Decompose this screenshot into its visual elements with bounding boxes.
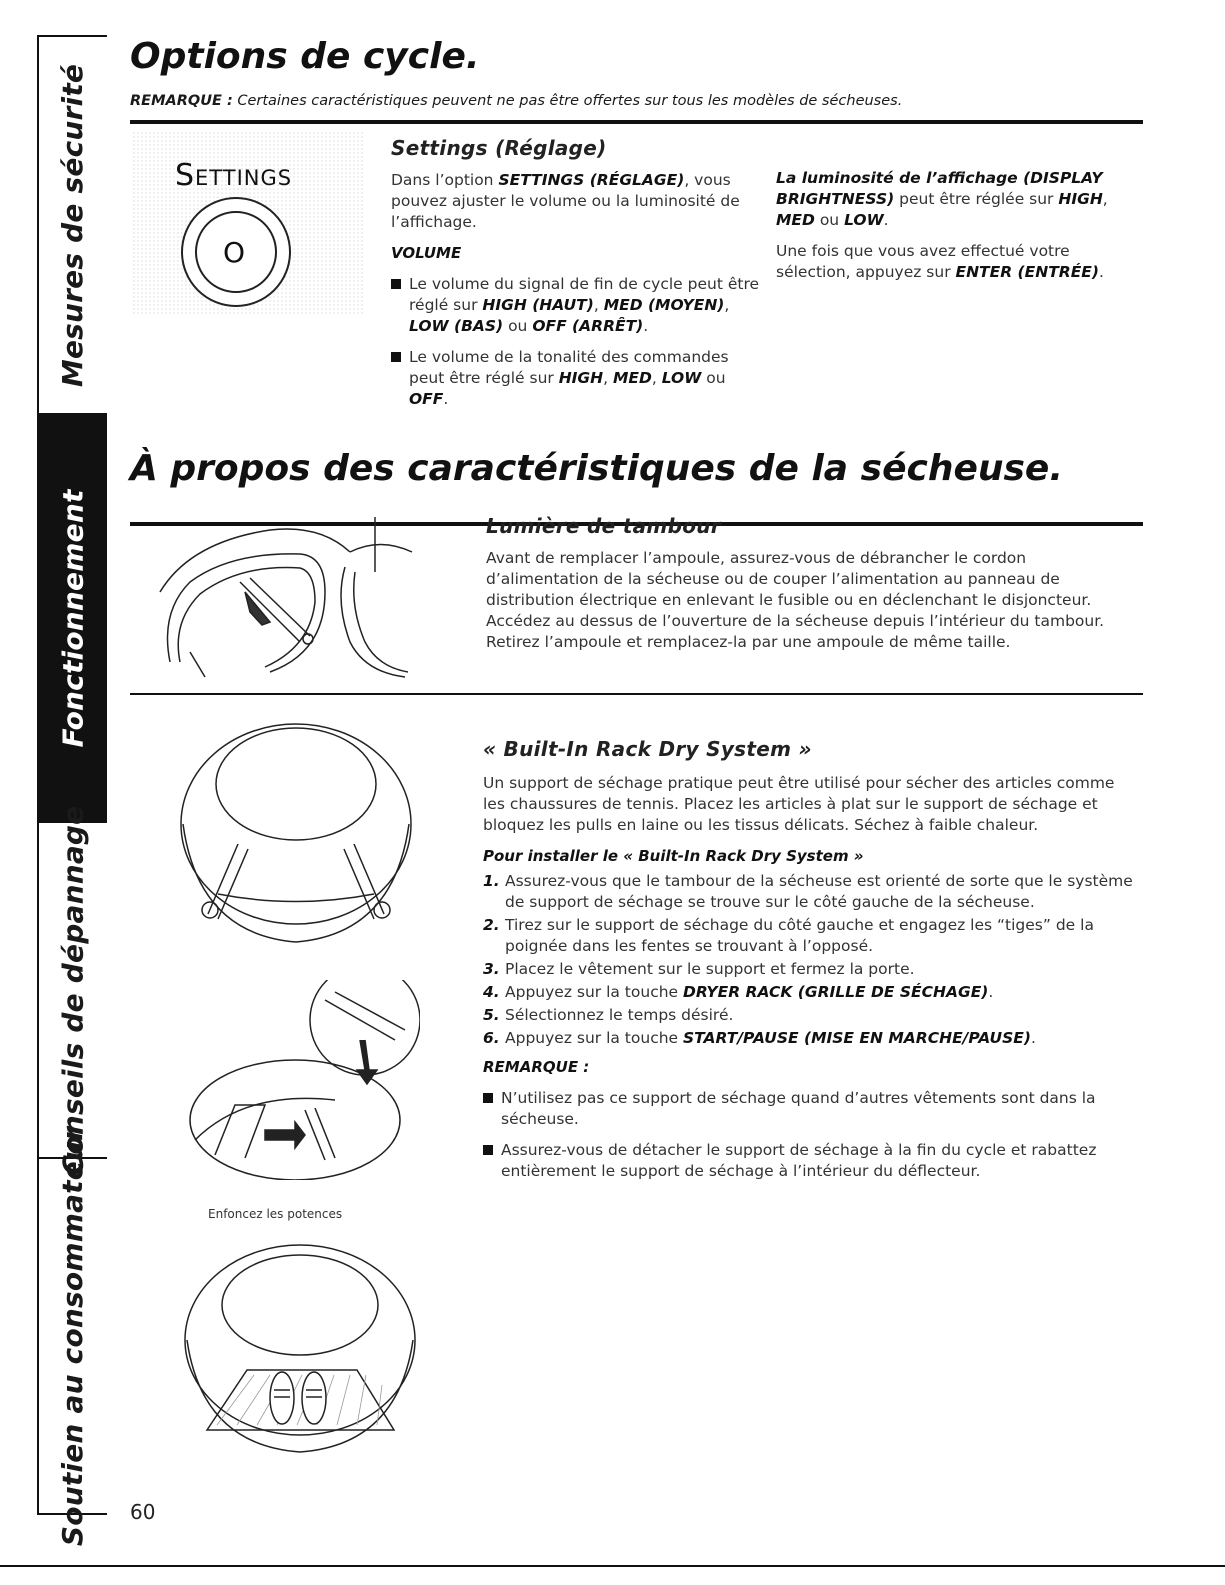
rack-illustration-1 [178,714,414,950]
settings-column-right [776,168,1136,293]
remarque-note [130,93,902,109]
section-title-options: Options de cycle. [130,36,480,77]
volume-bullet-2: Le volume de la tonalité des commandes peut être réglé sur HIGH, MED, LOW ou OFF. [391,347,761,410]
settings-panel-illustration [133,132,365,314]
tab-label: Soutien au consommateur [56,1126,90,1546]
note-text: Certaines caractéristiques peuvent ne pas être offertes sur tous les modèles de sécheuses. [232,93,903,109]
rack-heading: « Built-In Rack Dry System » [483,737,812,761]
step-item: 1. Assurez-vous que le tambour de la sécheuse est orienté de sorte que le système de support de séchage se trouve sur le côté gauche de la sécheuse. [483,872,1133,911]
tab-fonctionnement[interactable] [39,413,107,823]
step-item: 5. Sélectionnez le temps désiré. [483,1006,734,1024]
tab-conseils-de-depannage[interactable] [39,805,107,1175]
volume-bullet-1: Le volume du signal de fin de cycle peut être réglé sur HIGH (HAUT), MED (MOYEN), LOW (BAS) ou OFF (ARRÊT). [391,274,761,337]
section-title-apropos: À propos des caractéristiques de la sécheuse. [130,448,1064,489]
tab-label: Mesures de sécurité [56,63,90,387]
rack-illustration-2 [185,980,420,1180]
settings-column-left [391,170,761,420]
sidebar-nav [37,35,107,1546]
rack-illustration-3 [182,1240,418,1455]
enter-text: Une fois que vous avez effectué votre sélection, appuyez sur ENTER (ENTRÉE). [776,242,1104,281]
drum-light-illustration [150,512,420,680]
rack-illustration-caption: Enfoncez les potences [208,1207,343,1221]
brightness-text: La luminosité de l’affichage (DISPLAY BRIGHTNESS) peut être réglée sur HIGH, MED ou LOW. [776,169,1108,229]
step-item: 4. Appuyez sur la touche DRYER RACK (GRILLE DE SÉCHAGE). [483,983,994,1001]
step-item: 6. Appuyez sur la touche START/PAUSE (MISE EN MARCHE/PAUSE). [483,1029,1036,1047]
tab-soutien-au-consommateur[interactable] [39,1126,107,1546]
rack-text [483,773,1133,1192]
tab-mesures-de-securite[interactable] [39,37,107,413]
rack-note-bullet-1: N’utilisez pas ce support de séchage quand d’autres vêtements sont dans la sécheuse. [483,1088,1133,1130]
rack-intro: Un support de séchage pratique peut être utilisé pour sécher des articles comme les chaussures de tennis. Placez les articles à plat sur le support de séchage et bloquez les pulls en laine ou les tissus délicats. Séchez à faible chaleur. [483,774,1115,834]
rack-note-heading: REMARQUE : [483,1058,590,1076]
tab-label: Fonctionnement [56,488,90,748]
settings-button-glyph: O [223,236,246,269]
divider [130,693,1143,695]
drum-light-heading: Lumière de tambour [486,514,721,538]
step-item: 3. Placez le vêtement sur le support et fermez la porte. [483,960,915,978]
tab-label: Conseils de dépannage [56,805,90,1175]
volume-heading: VOLUME [391,244,462,262]
rack-note-bullet-2: Assurez-vous de détacher le support de séchage à la fin du cycle et rabattez entièrement le support de séchage à l’intérieur du déflecteur. [483,1140,1133,1182]
settings-label: Settings [175,158,293,193]
rack-install-heading: Pour installer le « Built-In Rack Dry System » [483,847,864,865]
note-label: REMARQUE : [130,93,233,109]
rack-install-steps [483,871,1133,1049]
drum-light-text: Avant de remplacer l’ampoule, assurez-vous de débrancher le cordon d’alimentation de la sécheuse ou de couper l’alimentation au panneau de distribution électrique en enlevant le fusible ou en déclenchant le disjoncteur. Accédez au dessus de l’ouverture de la sécheuse depuis l’intérieur du tambour. Retirez l’ampoule et remplacez-la par une ampoule de même taille. [486,549,1105,651]
divider [130,120,1143,124]
step-item: 2. Tirez sur le support de séchage du côté gauche et engagez les “tiges” de la poignée dans les fentes se trouvant à l’opposé. [483,916,1094,955]
page-number: 60 [130,1500,156,1524]
settings-intro: Dans l’option SETTINGS (RÉGLAGE), vous pouvez ajuster le volume ou la luminosité de l’affichage. [391,171,740,231]
page-bottom-rule [0,1565,1225,1567]
settings-heading: Settings (Réglage) [391,136,607,160]
